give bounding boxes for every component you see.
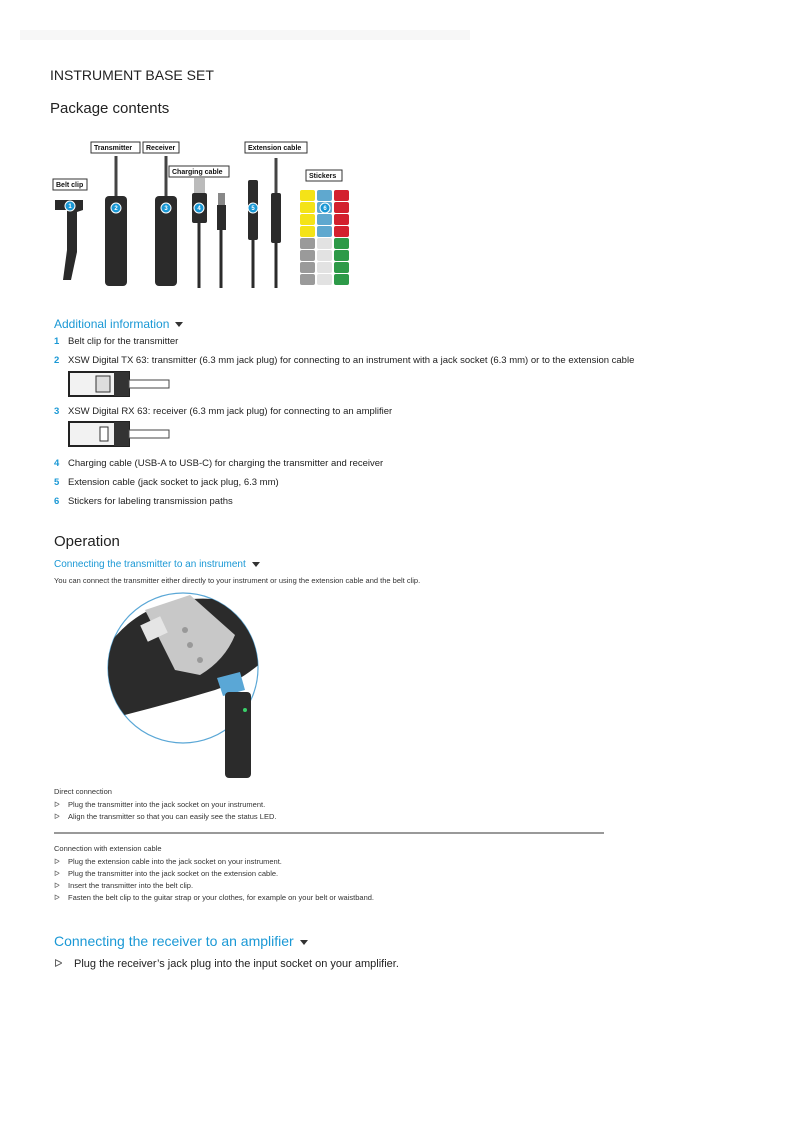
guitar-connection-illustration [105,590,275,782]
triangle-bullet-icon: ᐅ [54,857,60,866]
triangle-bullet-icon: ᐅ [54,869,60,878]
connect-transmitter-toggle[interactable]: Connecting the transmitter to an instrument [54,559,260,570]
triangle-bullet-icon: ᐅ [54,893,60,902]
triangle-bullet-icon: ᐅ [54,958,63,970]
sticker [300,214,315,225]
step: ᐅ Plug the transmitter into the jack socket on your instrument. [54,800,266,809]
figure-number: 5 [251,206,255,212]
sticker [300,190,315,201]
sticker [317,262,332,273]
page-title: INSTRUMENT BASE SET [50,67,214,83]
connect-receiver-toggle[interactable]: Connecting the receiver to an amplifier [54,933,308,949]
label-extension-cable: Extension cable [248,145,302,152]
divider [54,832,604,834]
sticker [317,274,332,285]
sticker [334,262,349,273]
list-item: 4 Charging cable (USB-A to USB-C) for charging the transmitter and receiver [54,458,384,469]
step: ᐅ Plug the receiver’s jack plug into the input socket on your amplifier. [54,958,399,970]
sticker [300,202,315,213]
sticker [334,238,349,249]
intro-text: You can connect the transmitter either directly to your instrument or using the extension cable and the belt clip. [54,576,421,585]
label-transmitter: Transmitter [94,145,133,152]
receiver-icon [68,420,178,448]
triangle-bullet-icon: ᐅ [54,881,60,890]
caret-down-icon [300,940,308,945]
step: ᐅ Insert the transmitter into the belt clip. [54,881,194,890]
operation-heading: Operation [54,533,120,550]
belt-clip-image [55,200,83,280]
extension-connection-title: Connection with extension cable [54,844,162,853]
step: ᐅ Plug the extension cable into the jack socket on your instrument. [54,857,282,866]
label-receiver: Receiver [146,145,176,152]
triangle-bullet-icon: ᐅ [54,800,60,809]
sticker [317,214,332,225]
sticker [317,238,332,249]
sticker [300,250,315,261]
list-item: 6 Stickers for labeling transmission paths [54,496,233,507]
step: ᐅ Fasten the belt clip to the guitar strap or your clothes, for example on your belt or waistband. [54,893,374,902]
list-item: 5 Extension cable (jack socket to jack plug, 6.3 mm) [54,477,279,488]
sticker [334,214,349,225]
step: ᐅ Align the transmitter so that you can easily see the status LED. [54,812,277,821]
label-belt-clip: Belt clip [56,182,84,189]
sticker [334,190,349,201]
list-item: 1 Belt clip for the transmitter [54,336,179,347]
transmitter-icon [68,370,178,398]
list-item: 3 XSW Digital RX 63: receiver (6.3 mm jack plug) for connecting to an amplifier [54,406,393,417]
sticker [317,190,332,201]
step: ᐅ Plug the transmitter into the jack socket on the extension cable. [54,869,279,878]
sticker [300,238,315,249]
triangle-bullet-icon: ᐅ [54,812,60,821]
sticker [334,226,349,237]
list-item: 2 XSW Digital TX 63: transmitter (6.3 mm jack plug) for connecting to an instrument with a jack socket (6.3 mm) or to the extension cable [54,355,635,366]
sticker [334,250,349,261]
package-contents-figure [50,138,355,293]
sticker [317,226,332,237]
caret-down-icon [175,322,183,327]
sticker [300,226,315,237]
sticker [317,250,332,261]
figure-number: 3 [164,206,168,212]
additional-info-toggle[interactable]: Additional information [54,317,183,331]
direct-connection-title: Direct connection [54,787,112,796]
label-stickers: Stickers [309,173,337,180]
sticker [334,202,349,213]
sticker [300,262,315,273]
package-contents-heading: Package contents [50,100,170,117]
figure-number: 1 [68,204,72,210]
figure-number: 6 [323,206,327,212]
figure-number: 4 [197,206,201,212]
sticker [334,274,349,285]
header-band [20,30,470,40]
caret-down-icon [252,562,260,567]
label-charging-cable: Charging cable [172,169,223,176]
sticker [300,274,315,285]
figure-number: 2 [114,206,118,212]
